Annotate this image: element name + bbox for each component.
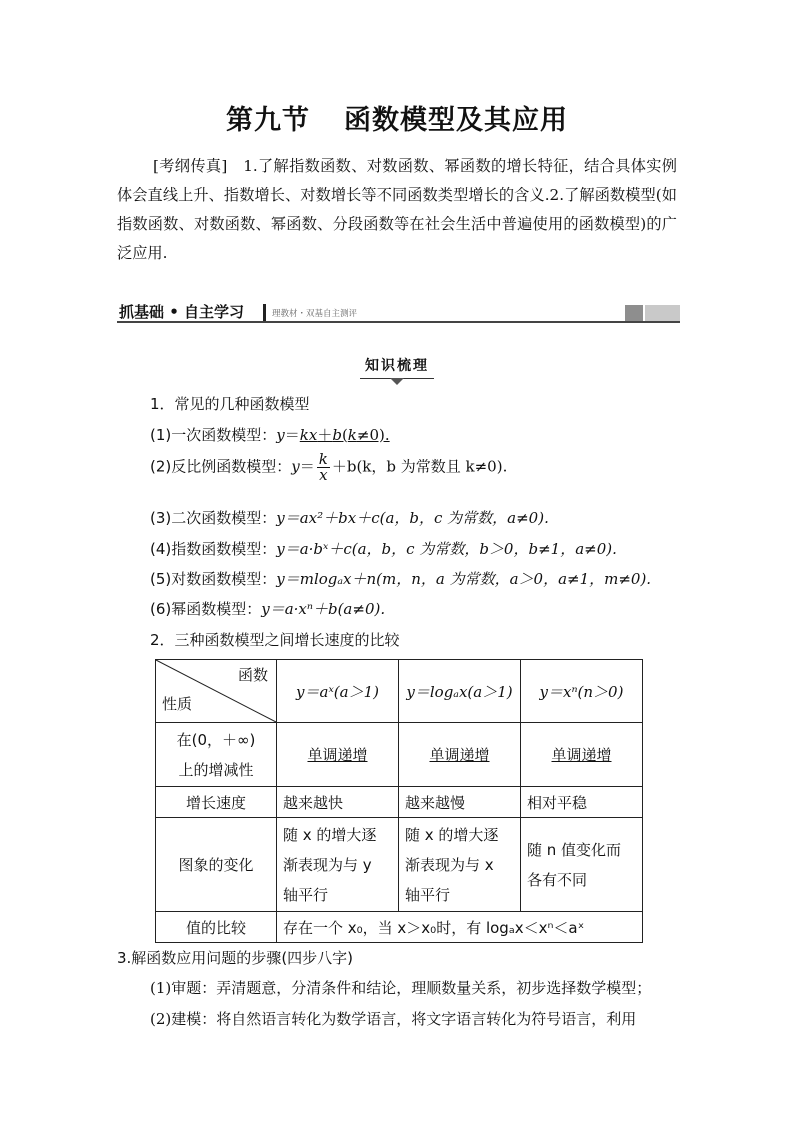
header-exponential: y＝aˣ(a＞1) bbox=[277, 660, 399, 723]
model-linear: (1)一次函数模型：y＝kx＋b(k≠0). bbox=[150, 426, 390, 444]
bar-decoration-dark bbox=[625, 305, 643, 321]
row-label-monotonicity: 在(0，＋∞) 上的增减性 bbox=[156, 723, 277, 787]
table-row bbox=[156, 787, 643, 818]
table-row bbox=[156, 818, 643, 912]
model-inverse: (2)反比例函数模型：y＝ $\frac{k}{x}$ ＋b(k，b 为常数且 k≠0). bbox=[150, 450, 508, 484]
bar-decoration-light bbox=[645, 305, 680, 321]
comparison-table bbox=[155, 659, 643, 943]
heading-triangle-icon bbox=[390, 378, 404, 385]
cell-graph-log: 随 x 的增大逐 渐表现为与 x 轴平行 bbox=[399, 818, 521, 912]
step-2: (2)建模：将自然语言转化为数学语言，将文字语言转化为符号语言，利用 bbox=[150, 1010, 637, 1028]
row-label-compare: 值的比较 bbox=[156, 912, 277, 943]
syllabus-intro: [考纲传真] 1.了解指数函数、对数函数、幂函数的增长特征，结合具体实例体会直线上升、指数增长、对数增长等不同函数类型增长的含义.2.了解函数模型(如指数函数、对数函数、幂函数、分段函数等在社会生活中普遍使用的函数模型)的广泛应用. bbox=[117, 157, 677, 262]
cell-growth-pow: 相对平稳 bbox=[521, 787, 643, 818]
cell-monotonicity-pow: 单调递增 bbox=[521, 723, 643, 787]
bar-rule bbox=[117, 321, 680, 323]
cell-growth-log: 越来越慢 bbox=[399, 787, 521, 818]
model-power: (6)幂函数模型：y＝a·xⁿ＋b(a≠0). bbox=[150, 600, 386, 618]
page-title bbox=[0, 98, 794, 137]
table-row bbox=[156, 723, 643, 787]
bar-separator bbox=[263, 304, 266, 321]
model-exponential: (4)指数函数模型：y＝a·bˣ＋c(a，b，c 为常数，b＞0，b≠1，a≠0). bbox=[150, 540, 617, 558]
fraction-k-over-x: $\frac{k}{x}$ bbox=[318, 450, 328, 484]
table-row bbox=[156, 912, 643, 943]
model-logarithmic: (5)对数函数模型：y＝mlogₐx＋n(m，n，a 为常数，a＞0，a≠1，m≠0). bbox=[150, 570, 652, 588]
step-1: (1)审题：弄清题意，分清条件和结论，理顺数量关系，初步选择数学模型； bbox=[150, 979, 652, 997]
section-bar bbox=[117, 303, 680, 323]
header-logarithmic: y＝logₐx(a＞1) bbox=[399, 660, 521, 723]
table-header-row bbox=[156, 660, 643, 723]
cell-graph-pow: 随 n 值变化而 各有不同 bbox=[521, 818, 643, 912]
section-bar-subtitle: 理教材・双基自主测评 bbox=[272, 309, 358, 319]
table-corner-cell bbox=[156, 660, 277, 723]
row-label-growth: 增长速度 bbox=[156, 787, 277, 818]
corner-label-function: 函数 bbox=[237, 666, 268, 684]
cell-compare: 存在一个 x₀，当 x＞x₀时，有 logₐx＜xⁿ＜aˣ bbox=[277, 912, 643, 943]
blank-kx: kx bbox=[299, 426, 318, 444]
heading-comparison: 2．三种函数模型之间增长速度的比较 bbox=[150, 631, 400, 649]
heading-steps: 3.解函数应用问题的步骤(四步八字) bbox=[117, 949, 354, 967]
row-label-graph: 图象的变化 bbox=[156, 818, 277, 912]
title-text: 函数模型及其应用 bbox=[344, 105, 568, 136]
header-power: y＝xⁿ(n＞0) bbox=[521, 660, 643, 723]
knowledge-heading-text: 知识梳理 bbox=[365, 358, 429, 374]
model-quadratic: (3)二次函数模型：y＝ax²＋bx＋c(a，b，c 为常数，a≠0). bbox=[150, 509, 549, 527]
cell-growth-exp: 越来越快 bbox=[277, 787, 399, 818]
cell-monotonicity-log: 单调递增 bbox=[399, 723, 521, 787]
heading-models: 1．常见的几种函数模型 bbox=[150, 395, 310, 413]
title-section-number: 第九节 bbox=[226, 105, 310, 136]
knowledge-heading bbox=[0, 355, 794, 385]
cell-monotonicity-exp: 单调递增 bbox=[277, 723, 399, 787]
corner-label-property: 性质 bbox=[162, 695, 193, 713]
section-bar-label: 抓基础 • 自主学习 bbox=[119, 303, 245, 321]
cell-graph-exp: 随 x 的增大逐 渐表现为与 y 轴平行 bbox=[277, 818, 399, 912]
